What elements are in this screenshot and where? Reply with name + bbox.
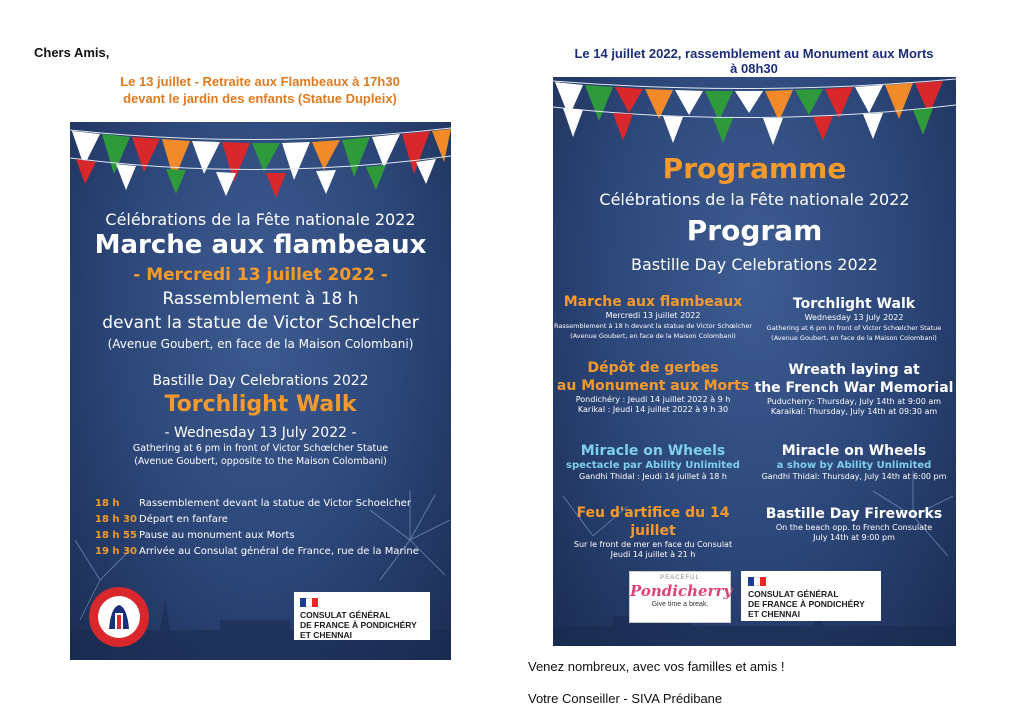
en-event-subtitle: a show by Ability Unlimited xyxy=(776,460,932,471)
en-event xyxy=(754,505,954,543)
en-event-detail: Karaikal: Thursday, July 14th at 09:30 am xyxy=(770,407,938,416)
en-event-title: Bastille Day Fireworks xyxy=(765,506,943,522)
schedule-text: Arrivée au Consulat général de France, rue de la Marine xyxy=(139,546,419,557)
en-event-title: Wreath laying at xyxy=(788,362,920,378)
left-heading-line1: Le 13 juillet - Retraite aux Flambeaux à 17h30 xyxy=(120,74,400,89)
poster1-en-line2: (Avenue Goubert, opposite to the Maison Colombani) xyxy=(134,456,387,467)
right-heading-line2: à 08h30 xyxy=(730,61,778,76)
fr-event xyxy=(553,293,753,341)
program-en-subtitle: Bastille Day Celebrations 2022 xyxy=(631,255,878,274)
consulate-line1: CONSULAT GÉNÉRAL xyxy=(748,589,839,599)
en-event-detail: (Avenue Goubert, en face de la Maison Colombani) xyxy=(771,334,937,342)
en-event-detail: On the beach opp. to French Consulate xyxy=(775,523,933,532)
programme-fr-subtitle: Célébrations de la Fête nationale 2022 xyxy=(599,190,910,209)
fr-event-title: Dépôt de gerbes xyxy=(587,360,719,376)
en-event xyxy=(754,361,954,417)
poster1-en-big: Torchlight Walk xyxy=(164,392,357,417)
fr-event-detail: Pondichéry : Jeudi 14 juillet 2022 à 9 h xyxy=(575,395,731,404)
fr-event-title: Miracle on Wheels xyxy=(580,443,726,459)
poster1-line1: Rassemblement à 18 h xyxy=(162,289,359,309)
schedule-text: Pause au monument aux Morts xyxy=(139,530,295,541)
bunting-decoration xyxy=(553,77,956,157)
french-flag-icon xyxy=(300,598,318,607)
en-event-detail: July 14th at 9:00 pm xyxy=(813,533,895,542)
en-event xyxy=(754,295,954,343)
souvenir-francais-logo xyxy=(87,585,151,649)
fr-event-title: Marche aux flambeaux xyxy=(563,294,743,310)
poster1-en-date: - Wednesday 13 July 2022 - xyxy=(164,425,357,441)
en-event-title: Torchlight Walk xyxy=(792,296,916,312)
schedule-item xyxy=(95,530,295,541)
consulate-logo xyxy=(741,571,881,621)
schedule-time: 18 h 30 xyxy=(95,514,137,525)
footer-signature: Votre Conseiller - SIVA Prédibane xyxy=(528,691,723,706)
fr-event-detail: Mercredi 13 juillet 2022 xyxy=(605,311,701,320)
logo-top-text: PEACEFUL xyxy=(660,575,700,581)
poster1-title-small: Célébrations de la Fête nationale 2022 xyxy=(105,210,416,229)
fr-event-detail: Sur le front de mer en face du Consulat xyxy=(573,540,733,549)
fr-event-detail: Gandhi Thidal : Jeudi 14 juillet à 18 h xyxy=(579,472,727,481)
poster1-line3: (Avenue Goubert, en face de la Maison Colombani) xyxy=(107,337,414,351)
consulate-line3: ET CHENNAI xyxy=(300,630,352,640)
logo-tagline: Give time a break. xyxy=(651,601,709,608)
consulate-line2: DE FRANCE À PONDICHÉRY xyxy=(300,620,417,630)
schedule-time: 18 h 55 xyxy=(95,530,137,541)
fr-event-title-line2: au Monument aux Morts xyxy=(556,378,750,394)
french-flag-icon xyxy=(748,577,766,586)
en-event-title-line2: the French War Memorial xyxy=(754,380,954,396)
left-heading-line2: devant le jardin des enfants (Statue Dupleix) xyxy=(123,91,397,106)
fr-event-title: Feu d'artifice du 14 juillet xyxy=(576,505,730,539)
fr-event xyxy=(553,504,753,560)
schedule-item xyxy=(95,514,228,525)
consulate-line3: ET CHENNAI xyxy=(748,609,800,619)
footer-invitation: Venez nombreux, avec vos familles et amis ! xyxy=(528,659,785,674)
logo-main-text: Pondicherry xyxy=(630,582,733,600)
torchlight-walk-poster xyxy=(70,122,451,660)
greeting: Chers Amis, xyxy=(34,45,110,60)
fr-event-subtitle: spectacle par Ability Unlimited xyxy=(566,460,740,471)
fr-event-detail: (Avenue Goubert, en face de la Maison Colombani) xyxy=(570,332,736,340)
left-heading xyxy=(70,73,450,107)
peaceful-pondicherry-logo xyxy=(629,571,731,623)
en-event xyxy=(754,442,954,482)
fr-event xyxy=(553,359,753,415)
consulate-line2: DE FRANCE À PONDICHÉRY xyxy=(748,599,865,609)
poster1-en-line1: Gathering at 6 pm in front of Victor Schœlcher Statue xyxy=(132,443,389,454)
poster1-en-small: Bastille Day Celebrations 2022 xyxy=(152,373,369,389)
fr-event-detail: Jeudi 14 juillet à 21 h xyxy=(610,550,696,559)
schedule-item xyxy=(95,498,411,509)
program-title: Program xyxy=(686,214,823,247)
en-event-detail: Gathering at 6 pm in front of Victor Schœlcher Statue xyxy=(766,324,942,332)
programme-poster xyxy=(553,77,956,646)
right-heading-line1: Le 14 juillet 2022, rassemblement au Monument aux Morts xyxy=(574,46,934,61)
consulate-logo xyxy=(294,592,430,640)
en-event-title: Miracle on Wheels xyxy=(781,443,927,459)
en-event-detail: Gandhi Thidal: Thursday, July 14th at 6:00 pm xyxy=(761,472,947,481)
right-heading xyxy=(548,46,960,76)
poster1-title-big: Marche aux flambeaux xyxy=(94,230,427,260)
en-event-detail: Puducherry: Thursday, July 14th at 9:00 am xyxy=(766,397,942,406)
schedule-text: Départ en fanfare xyxy=(139,514,228,525)
schedule-time: 18 h xyxy=(95,498,120,509)
programme-title: Programme xyxy=(662,152,847,185)
fr-event-detail: Rassemblement à 18 h devant la statue de Victor Schœlcher xyxy=(553,322,752,330)
poster1-line2: devant la statue de Victor Schœlcher xyxy=(102,313,419,333)
fr-event xyxy=(553,442,753,482)
consulate-line1: CONSULAT GÉNÉRAL xyxy=(300,610,391,620)
en-event-detail: Wednesday 13 July 2022 xyxy=(804,313,904,322)
bunting-decoration xyxy=(70,122,451,202)
schedule-text: Rassemblement devant la statue de Victor Schoelcher xyxy=(139,498,411,509)
poster1-date: - Mercredi 13 juillet 2022 - xyxy=(133,265,388,285)
schedule-time: 19 h 30 xyxy=(95,546,137,557)
schedule-item xyxy=(95,546,419,557)
fr-event-detail: Karikal : Jeudi 14 juillet 2022 à 9 h 30 xyxy=(577,405,729,414)
